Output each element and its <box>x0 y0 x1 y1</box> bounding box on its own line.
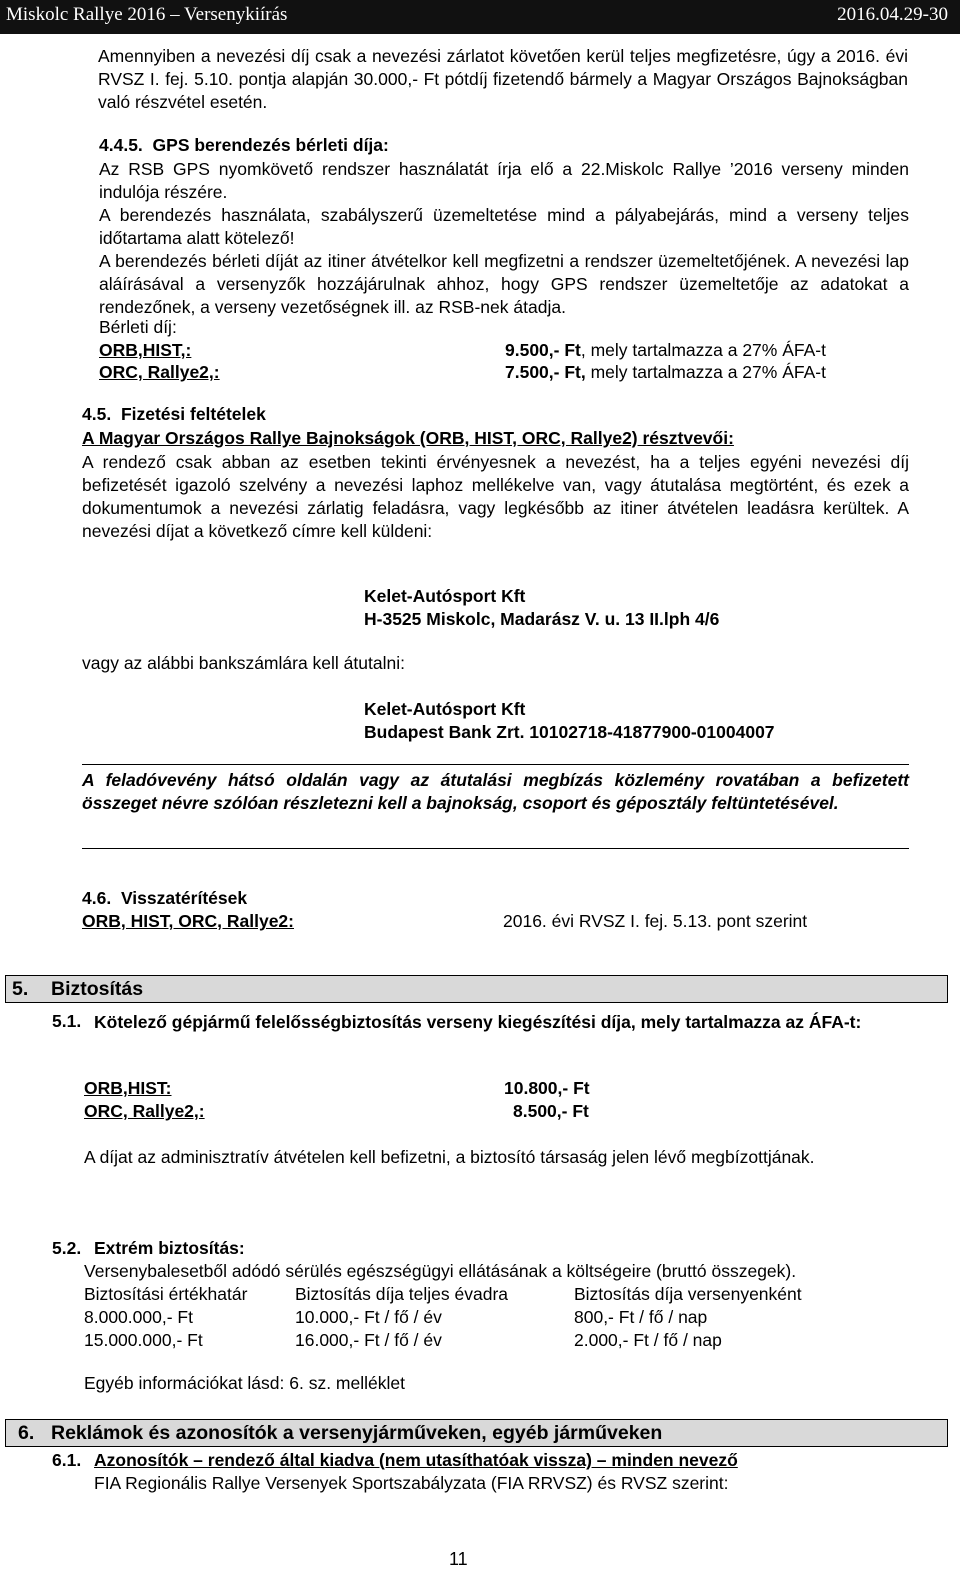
company-name-1: Kelet-Autósport Kft <box>364 586 526 606</box>
extreme-insurance-table <box>84 1284 904 1353</box>
gps-paragraph-2: A berendezés használata, szabályszerű üzemeltetése mind a pályabejárás, mind a verseny teljes időtartama alatt kötelező! <box>99 205 909 248</box>
bank-transfer-intro: vagy az alábbi bankszámlára kell átutalni: <box>82 653 405 673</box>
section-title: GPS berendezés bérleti díja: <box>152 135 389 155</box>
payment-subtitle: A Magyar Országos Rallye Bajnokságok (ORB, HIST, ORC, Rallye2) résztvevői: <box>82 428 734 448</box>
fee-note: mely tartalmazza a 27% ÁFA-t <box>585 362 826 382</box>
section-number: 6. <box>18 1422 35 1444</box>
section-6-1-number: 6.1. <box>52 1450 82 1470</box>
fee-row <box>99 362 909 384</box>
table-cell: 8.000.000,- Ft <box>84 1307 193 1327</box>
refund-value: 2016. évi RVSZ I. fej. 5.13. pont szerint <box>503 911 808 931</box>
table-cell: 800,- Ft / fő / nap <box>574 1307 708 1327</box>
fee-row <box>99 340 909 362</box>
section-number: 4.6. <box>82 888 112 908</box>
header-date: 2016.04.29-30 <box>837 4 948 25</box>
insurance-row <box>84 1101 684 1124</box>
section-6-1-text: FIA Regionális Rallye Versenyek Sportszabályzata (FIA RRVSZ) és RVSZ szerint: <box>94 1473 729 1493</box>
table-header-cell: Biztosítási értékhatár <box>84 1284 248 1304</box>
fee-row-value <box>505 362 826 383</box>
table-header-cell: Biztosítás díja teljes évadra <box>295 1284 509 1304</box>
other-info: Egyéb információkat lásd: 6. sz. melléklet <box>84 1373 405 1393</box>
section-5-heading <box>5 975 948 1003</box>
insurance-row-amount: 8.500,- Ft <box>513 1101 589 1121</box>
section-5-1-title: Kötelező gépjármű felelősségbiztosítás verseny kiegészítési díja, mely tartalmazza az ÁFA-t: <box>94 1012 862 1032</box>
table-cell: 15.000.000,- Ft <box>84 1330 203 1350</box>
insurance-fee-table <box>84 1078 684 1124</box>
section-5-2-title: Extrém biztosítás: <box>94 1238 245 1258</box>
gps-text-block <box>99 158 909 319</box>
section-5-2-number: 5.2. <box>52 1238 82 1258</box>
section-number: 5. <box>12 978 29 1000</box>
section-4-4-5-heading <box>99 135 389 156</box>
fee-row-value <box>505 340 826 361</box>
gps-paragraph-3: A berendezés bérleti díját az itiner átvételkor kell megfizetni a rendszer üzemeltetőjének. A nevezési lap aláírásával a versenyzők hozzájárulnak ahhoz, hogy GPS rendszer üzemeltetője az adatokat a rendezőnek, a verseny vezetőségnek ill. az RSB-nek átadja. <box>99 251 909 317</box>
postal-address: H-3525 Miskolc, Madarász V. u. 13 II.lph 4/6 <box>364 609 720 629</box>
table-cell: 16.000,- Ft / fő / év <box>295 1330 442 1350</box>
company-name-2: Kelet-Autósport Kft <box>364 699 526 719</box>
extreme-insurance-intro: Versenybalesetből adódó sérülés egészségügyi ellátásának a költségeire (bruttó összegek). <box>84 1261 797 1281</box>
section-6-heading <box>5 1419 948 1447</box>
payment-note-box <box>82 764 909 849</box>
page-header <box>0 0 960 34</box>
payment-body: A rendező csak abban az esetben tekinti érvényesnek a nevezést, ha a teljes egyéni nevezési díj befizetését igazoló szelvény a nevezési laphoz mellékelve van, vagy átutalása megtörtént, és ezek a dokumentumok a nevezési zárlatig feladásra, vagy legkésőbb az itiner átvételen leadásra kerültek. A nevezési díjat a következő címre kell küldeni: <box>82 452 909 541</box>
section-number: 4.4.5. <box>99 135 143 155</box>
fee-note: , mely tartalmazza a 27% ÁFA-t <box>580 340 826 360</box>
intro-paragraph: Amennyiben a nevezési díj csak a nevezési zárlatot követően kerül teljes megfizetésre, úgy a 2016. évi RVSZ I. fej. 5.10. pontja alapján 30.000,- Ft pótdíj fizetendő bármely a Magyar Országos Bajnokságban való részvétel esetén. <box>98 46 908 112</box>
insurance-row-amount: 10.800,- Ft <box>504 1078 590 1098</box>
fee-row-label: ORC, Rallye2,: <box>99 362 220 382</box>
fee-row-label: ORB,HIST,: <box>99 340 192 360</box>
insurance-row-label: ORB,HIST: <box>84 1078 172 1098</box>
payment-note: A feladóvevény hátsó oldalán vagy az átutalási megbízás közlemény rovatában a befizetett összeget névre szólóan részletezni kell a bajnokság, csoport és géposztály feltüntetésével. <box>82 770 909 813</box>
section-4-6-heading <box>82 888 247 909</box>
rental-fee-label: Bérleti díj: <box>99 317 177 337</box>
page-number: 11 <box>449 1549 468 1569</box>
section-title: Fizetési feltételek <box>120 404 266 424</box>
table-cell: 2.000,- Ft / fő / nap <box>574 1330 722 1350</box>
section-title: Reklámok és azonosítók a versenyjárműveken, egyéb járműveken <box>51 1422 663 1444</box>
fee-amount: 9.500,- Ft <box>505 340 581 360</box>
section-title: Visszatérítések <box>120 888 248 908</box>
table-header-row <box>84 1284 904 1307</box>
fee-amount: 7.500,- Ft, <box>505 362 586 382</box>
section-5-1-number: 5.1. <box>52 1011 82 1031</box>
insurance-row-label: ORC, Rallye2,: <box>84 1101 205 1121</box>
section-number: 4.5. <box>82 404 112 424</box>
section-title: Biztosítás <box>51 978 144 1000</box>
section-6-1-title: Azonosítók – rendező által kiadva (nem utasíthatóak vissza) – minden nevező <box>94 1450 738 1470</box>
rental-fee-table <box>99 340 909 384</box>
section-4-5-heading <box>82 404 266 425</box>
table-row <box>84 1330 904 1353</box>
header-title: Miskolc Rallye 2016 – Versenykiírás <box>6 4 288 25</box>
gps-paragraph-1: Az RSB GPS nyomkövető rendszer használatát írja elő a 22.Miskolc Rallye ’2016 verseny minden indulója részére. <box>99 159 909 202</box>
bank-account: Budapest Bank Zrt. 10102718-41877900-01004007 <box>364 722 775 742</box>
table-cell: 10.000,- Ft / fő / év <box>295 1307 442 1327</box>
table-header-cell: Biztosítás díja versenyenként <box>574 1284 802 1304</box>
refund-label: ORB, HIST, ORC, Rallye2: <box>82 911 294 931</box>
table-row <box>84 1307 904 1330</box>
insurance-row <box>84 1078 684 1101</box>
insurance-payment-note: A díjat az adminisztratív átvételen kell befizetni, a biztosító társaság jelen lévő megbízottjának. <box>84 1147 815 1167</box>
